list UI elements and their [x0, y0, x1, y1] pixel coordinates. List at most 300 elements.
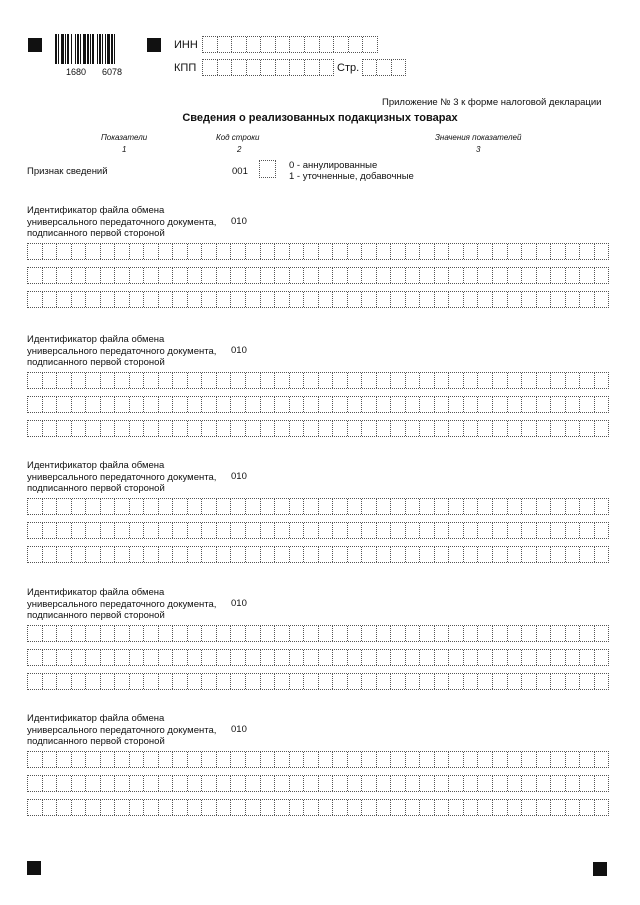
input-cell[interactable] — [144, 421, 159, 436]
input-cell[interactable] — [348, 397, 363, 412]
input-cell[interactable] — [86, 800, 101, 815]
input-cell[interactable] — [72, 752, 87, 767]
input-cell[interactable] — [478, 776, 493, 791]
input-cell[interactable] — [551, 268, 566, 283]
input-cell[interactable] — [493, 268, 508, 283]
input-cell[interactable] — [72, 523, 87, 538]
input-cell[interactable] — [290, 650, 305, 665]
input-cell[interactable] — [260, 161, 275, 177]
input-cell[interactable] — [566, 244, 581, 259]
input-cell[interactable] — [551, 397, 566, 412]
input-cell[interactable] — [537, 752, 552, 767]
input-cell[interactable] — [551, 674, 566, 689]
input-cell[interactable] — [449, 800, 464, 815]
input-cell[interactable] — [275, 499, 290, 514]
input-cell[interactable] — [290, 674, 305, 689]
input-cell[interactable] — [86, 523, 101, 538]
input-cell[interactable] — [392, 60, 405, 75]
input-cell[interactable] — [508, 499, 523, 514]
input-cell[interactable] — [420, 292, 435, 307]
input-cell[interactable] — [580, 752, 595, 767]
input-cell[interactable] — [232, 37, 247, 52]
input-cell[interactable] — [566, 268, 581, 283]
input-cell[interactable] — [420, 547, 435, 562]
input-cell[interactable] — [173, 268, 188, 283]
input-cell[interactable] — [391, 674, 406, 689]
input-cell[interactable] — [435, 547, 450, 562]
input-cell[interactable] — [101, 373, 116, 388]
input-cell[interactable] — [290, 499, 305, 514]
input-cell[interactable] — [464, 292, 479, 307]
input-cell[interactable] — [101, 244, 116, 259]
input-cell[interactable] — [435, 292, 450, 307]
input-cell[interactable] — [449, 523, 464, 538]
input-cell[interactable] — [217, 292, 232, 307]
input-cell[interactable] — [464, 776, 479, 791]
input-cell[interactable] — [246, 244, 261, 259]
input-cell[interactable] — [391, 244, 406, 259]
input-cell[interactable] — [144, 674, 159, 689]
input-cell[interactable] — [231, 752, 246, 767]
input-cell[interactable] — [348, 776, 363, 791]
input-cell[interactable] — [261, 674, 276, 689]
input-cell[interactable] — [508, 776, 523, 791]
input-cell[interactable] — [449, 626, 464, 641]
input-cell[interactable] — [144, 752, 159, 767]
input-cell[interactable] — [144, 523, 159, 538]
input-cell[interactable] — [202, 244, 217, 259]
input-cell[interactable] — [43, 674, 58, 689]
input-cell[interactable] — [261, 292, 276, 307]
input-cell[interactable] — [391, 800, 406, 815]
input-cell[interactable] — [333, 499, 348, 514]
input-cell[interactable] — [580, 499, 595, 514]
input-cell[interactable] — [304, 752, 319, 767]
input-cell[interactable] — [377, 650, 392, 665]
input-cell[interactable] — [464, 373, 479, 388]
input-cell[interactable] — [580, 397, 595, 412]
input-cell[interactable] — [261, 397, 276, 412]
input-cell[interactable] — [595, 373, 609, 388]
input-cell[interactable] — [275, 397, 290, 412]
input-cell[interactable] — [231, 499, 246, 514]
input-cell[interactable] — [246, 523, 261, 538]
input-cell[interactable] — [261, 650, 276, 665]
input-cell[interactable] — [115, 373, 130, 388]
input-cell[interactable] — [275, 373, 290, 388]
input-cell[interactable] — [377, 292, 392, 307]
input-cell[interactable] — [261, 752, 276, 767]
input-cell[interactable] — [406, 674, 421, 689]
input-cell[interactable] — [101, 650, 116, 665]
input-cell[interactable] — [130, 547, 145, 562]
input-cell[interactable] — [319, 244, 334, 259]
input-cell[interactable] — [115, 547, 130, 562]
input-cell[interactable] — [217, 547, 232, 562]
input-cell[interactable] — [566, 373, 581, 388]
input-cell[interactable] — [580, 776, 595, 791]
input-cell[interactable] — [275, 421, 290, 436]
sign-field[interactable] — [259, 160, 276, 178]
input-cell[interactable] — [348, 674, 363, 689]
input-cell[interactable] — [362, 523, 377, 538]
input-cell[interactable] — [304, 244, 319, 259]
input-cell[interactable] — [188, 268, 203, 283]
input-cell[interactable] — [362, 547, 377, 562]
input-cell[interactable] — [173, 800, 188, 815]
input-cell[interactable] — [72, 499, 87, 514]
input-cell[interactable] — [319, 650, 334, 665]
input-cell[interactable] — [319, 752, 334, 767]
input-cell[interactable] — [101, 547, 116, 562]
input-cell[interactable] — [188, 499, 203, 514]
input-cell[interactable] — [261, 244, 276, 259]
input-cell[interactable] — [261, 421, 276, 436]
input-cell[interactable] — [173, 499, 188, 514]
input-cell[interactable] — [144, 776, 159, 791]
input-cell[interactable] — [420, 626, 435, 641]
input-cell[interactable] — [86, 292, 101, 307]
input-cell[interactable] — [349, 37, 364, 52]
input-cell[interactable] — [406, 244, 421, 259]
input-cell[interactable] — [246, 547, 261, 562]
kpp-field[interactable] — [202, 59, 334, 76]
input-cell[interactable] — [305, 60, 320, 75]
input-cell[interactable] — [522, 244, 537, 259]
input-cell[interactable] — [362, 674, 377, 689]
input-cell[interactable] — [333, 800, 348, 815]
input-cell[interactable] — [420, 674, 435, 689]
input-cell[interactable] — [406, 421, 421, 436]
input-cell[interactable] — [522, 499, 537, 514]
input-cell[interactable] — [231, 292, 246, 307]
input-cell[interactable] — [362, 421, 377, 436]
input-cell[interactable] — [261, 37, 276, 52]
input-cell[interactable] — [86, 626, 101, 641]
input-cell[interactable] — [493, 523, 508, 538]
input-cell[interactable] — [28, 674, 43, 689]
input-cell[interactable] — [435, 650, 450, 665]
input-cell[interactable] — [348, 523, 363, 538]
input-cell[interactable] — [391, 776, 406, 791]
input-cell[interactable] — [551, 244, 566, 259]
input-cell[interactable] — [188, 373, 203, 388]
input-cell[interactable] — [86, 397, 101, 412]
input-cell[interactable] — [449, 268, 464, 283]
input-cell[interactable] — [43, 523, 58, 538]
input-cell[interactable] — [595, 626, 609, 641]
input-cell[interactable] — [522, 292, 537, 307]
input-cell[interactable] — [28, 292, 43, 307]
input-cell[interactable] — [493, 373, 508, 388]
input-cell[interactable] — [130, 421, 145, 436]
input-cell[interactable] — [275, 244, 290, 259]
input-cell[interactable] — [348, 244, 363, 259]
input-cell[interactable] — [537, 523, 552, 538]
input-cell[interactable] — [261, 800, 276, 815]
input-cell[interactable] — [508, 626, 523, 641]
input-cell[interactable] — [173, 547, 188, 562]
input-cell[interactable] — [28, 397, 43, 412]
input-cell[interactable] — [334, 37, 349, 52]
input-cell[interactable] — [435, 268, 450, 283]
input-cell[interactable] — [72, 421, 87, 436]
input-cell[interactable] — [290, 268, 305, 283]
input-cell[interactable] — [231, 397, 246, 412]
input-cell[interactable] — [377, 268, 392, 283]
identifier-input-row[interactable] — [27, 243, 609, 260]
input-cell[interactable] — [159, 268, 174, 283]
input-cell[interactable] — [493, 397, 508, 412]
identifier-input-row[interactable] — [27, 372, 609, 389]
input-cell[interactable] — [391, 268, 406, 283]
input-cell[interactable] — [144, 626, 159, 641]
input-cell[interactable] — [115, 776, 130, 791]
input-cell[interactable] — [435, 397, 450, 412]
input-cell[interactable] — [522, 626, 537, 641]
input-cell[interactable] — [595, 499, 609, 514]
input-cell[interactable] — [173, 776, 188, 791]
input-cell[interactable] — [304, 292, 319, 307]
input-cell[interactable] — [246, 292, 261, 307]
input-cell[interactable] — [57, 752, 72, 767]
input-cell[interactable] — [522, 650, 537, 665]
input-cell[interactable] — [478, 373, 493, 388]
input-cell[interactable] — [57, 626, 72, 641]
input-cell[interactable] — [101, 499, 116, 514]
input-cell[interactable] — [43, 752, 58, 767]
input-cell[interactable] — [478, 752, 493, 767]
input-cell[interactable] — [449, 674, 464, 689]
input-cell[interactable] — [333, 523, 348, 538]
input-cell[interactable] — [159, 523, 174, 538]
input-cell[interactable] — [231, 373, 246, 388]
input-cell[interactable] — [275, 523, 290, 538]
input-cell[interactable] — [173, 674, 188, 689]
input-cell[interactable] — [173, 421, 188, 436]
input-cell[interactable] — [290, 421, 305, 436]
input-cell[interactable] — [275, 292, 290, 307]
input-cell[interactable] — [508, 244, 523, 259]
input-cell[interactable] — [101, 523, 116, 538]
input-cell[interactable] — [72, 674, 87, 689]
input-cell[interactable] — [551, 752, 566, 767]
input-cell[interactable] — [159, 373, 174, 388]
input-cell[interactable] — [435, 776, 450, 791]
input-cell[interactable] — [130, 373, 145, 388]
input-cell[interactable] — [362, 626, 377, 641]
input-cell[interactable] — [246, 626, 261, 641]
identifier-input-row[interactable] — [27, 522, 609, 539]
input-cell[interactable] — [188, 800, 203, 815]
input-cell[interactable] — [43, 776, 58, 791]
input-cell[interactable] — [173, 650, 188, 665]
input-cell[interactable] — [522, 800, 537, 815]
input-cell[interactable] — [144, 292, 159, 307]
input-cell[interactable] — [130, 776, 145, 791]
input-cell[interactable] — [333, 626, 348, 641]
input-cell[interactable] — [72, 244, 87, 259]
input-cell[interactable] — [275, 626, 290, 641]
input-cell[interactable] — [566, 674, 581, 689]
input-cell[interactable] — [72, 268, 87, 283]
input-cell[interactable] — [320, 60, 334, 75]
input-cell[interactable] — [86, 268, 101, 283]
input-cell[interactable] — [537, 626, 552, 641]
input-cell[interactable] — [493, 244, 508, 259]
input-cell[interactable] — [173, 373, 188, 388]
input-cell[interactable] — [551, 626, 566, 641]
input-cell[interactable] — [333, 776, 348, 791]
input-cell[interactable] — [493, 626, 508, 641]
input-cell[interactable] — [435, 421, 450, 436]
input-cell[interactable] — [261, 626, 276, 641]
input-cell[interactable] — [231, 547, 246, 562]
input-cell[interactable] — [551, 523, 566, 538]
input-cell[interactable] — [275, 674, 290, 689]
input-cell[interactable] — [362, 397, 377, 412]
input-cell[interactable] — [595, 523, 609, 538]
input-cell[interactable] — [217, 626, 232, 641]
input-cell[interactable] — [435, 674, 450, 689]
input-cell[interactable] — [595, 547, 609, 562]
input-cell[interactable] — [101, 626, 116, 641]
input-cell[interactable] — [537, 244, 552, 259]
input-cell[interactable] — [319, 268, 334, 283]
input-cell[interactable] — [478, 547, 493, 562]
input-cell[interactable] — [493, 499, 508, 514]
input-cell[interactable] — [261, 499, 276, 514]
input-cell[interactable] — [246, 268, 261, 283]
input-cell[interactable] — [115, 397, 130, 412]
input-cell[interactable] — [304, 626, 319, 641]
input-cell[interactable] — [28, 268, 43, 283]
input-cell[interactable] — [464, 674, 479, 689]
input-cell[interactable] — [362, 650, 377, 665]
input-cell[interactable] — [595, 776, 609, 791]
input-cell[interactable] — [86, 244, 101, 259]
input-cell[interactable] — [551, 373, 566, 388]
input-cell[interactable] — [72, 650, 87, 665]
input-cell[interactable] — [290, 547, 305, 562]
input-cell[interactable] — [333, 752, 348, 767]
input-cell[interactable] — [246, 421, 261, 436]
input-cell[interactable] — [522, 674, 537, 689]
identifier-input-row[interactable] — [27, 291, 609, 308]
input-cell[interactable] — [406, 373, 421, 388]
input-cell[interactable] — [188, 626, 203, 641]
input-cell[interactable] — [580, 268, 595, 283]
input-cell[interactable] — [319, 421, 334, 436]
input-cell[interactable] — [217, 752, 232, 767]
input-cell[interactable] — [173, 626, 188, 641]
input-cell[interactable] — [420, 800, 435, 815]
input-cell[interactable] — [188, 776, 203, 791]
input-cell[interactable] — [173, 244, 188, 259]
input-cell[interactable] — [159, 292, 174, 307]
input-cell[interactable] — [72, 292, 87, 307]
input-cell[interactable] — [333, 244, 348, 259]
input-cell[interactable] — [202, 547, 217, 562]
input-cell[interactable] — [217, 268, 232, 283]
input-cell[interactable] — [261, 60, 276, 75]
input-cell[interactable] — [86, 674, 101, 689]
input-cell[interactable] — [391, 499, 406, 514]
input-cell[interactable] — [202, 752, 217, 767]
input-cell[interactable] — [580, 626, 595, 641]
input-cell[interactable] — [72, 626, 87, 641]
input-cell[interactable] — [566, 397, 581, 412]
input-cell[interactable] — [420, 244, 435, 259]
input-cell[interactable] — [319, 626, 334, 641]
input-cell[interactable] — [57, 650, 72, 665]
input-cell[interactable] — [144, 244, 159, 259]
input-cell[interactable] — [130, 292, 145, 307]
input-cell[interactable] — [508, 650, 523, 665]
input-cell[interactable] — [28, 626, 43, 641]
input-cell[interactable] — [43, 373, 58, 388]
input-cell[interactable] — [449, 373, 464, 388]
input-cell[interactable] — [449, 752, 464, 767]
input-cell[interactable] — [566, 626, 581, 641]
input-cell[interactable] — [377, 60, 391, 75]
input-cell[interactable] — [290, 776, 305, 791]
input-cell[interactable] — [464, 800, 479, 815]
input-cell[interactable] — [188, 674, 203, 689]
input-cell[interactable] — [231, 776, 246, 791]
input-cell[interactable] — [202, 674, 217, 689]
input-cell[interactable] — [319, 292, 334, 307]
input-cell[interactable] — [580, 373, 595, 388]
input-cell[interactable] — [449, 292, 464, 307]
input-cell[interactable] — [348, 421, 363, 436]
input-cell[interactable] — [28, 373, 43, 388]
input-cell[interactable] — [159, 626, 174, 641]
input-cell[interactable] — [144, 499, 159, 514]
input-cell[interactable] — [508, 397, 523, 412]
input-cell[interactable] — [319, 499, 334, 514]
input-cell[interactable] — [537, 776, 552, 791]
input-cell[interactable] — [478, 397, 493, 412]
input-cell[interactable] — [595, 244, 609, 259]
input-cell[interactable] — [57, 800, 72, 815]
input-cell[interactable] — [362, 292, 377, 307]
input-cell[interactable] — [348, 292, 363, 307]
input-cell[interactable] — [188, 244, 203, 259]
input-cell[interactable] — [391, 650, 406, 665]
input-cell[interactable] — [478, 421, 493, 436]
input-cell[interactable] — [231, 674, 246, 689]
input-cell[interactable] — [217, 421, 232, 436]
input-cell[interactable] — [508, 547, 523, 562]
input-cell[interactable] — [435, 523, 450, 538]
input-cell[interactable] — [595, 752, 609, 767]
input-cell[interactable] — [159, 397, 174, 412]
input-cell[interactable] — [275, 650, 290, 665]
input-cell[interactable] — [406, 626, 421, 641]
input-cell[interactable] — [449, 397, 464, 412]
input-cell[interactable] — [144, 268, 159, 283]
input-cell[interactable] — [261, 547, 276, 562]
input-cell[interactable] — [304, 421, 319, 436]
input-cell[interactable] — [537, 421, 552, 436]
input-cell[interactable] — [333, 373, 348, 388]
input-cell[interactable] — [246, 650, 261, 665]
input-cell[interactable] — [247, 37, 262, 52]
input-cell[interactable] — [478, 268, 493, 283]
input-cell[interactable] — [551, 547, 566, 562]
input-cell[interactable] — [377, 626, 392, 641]
